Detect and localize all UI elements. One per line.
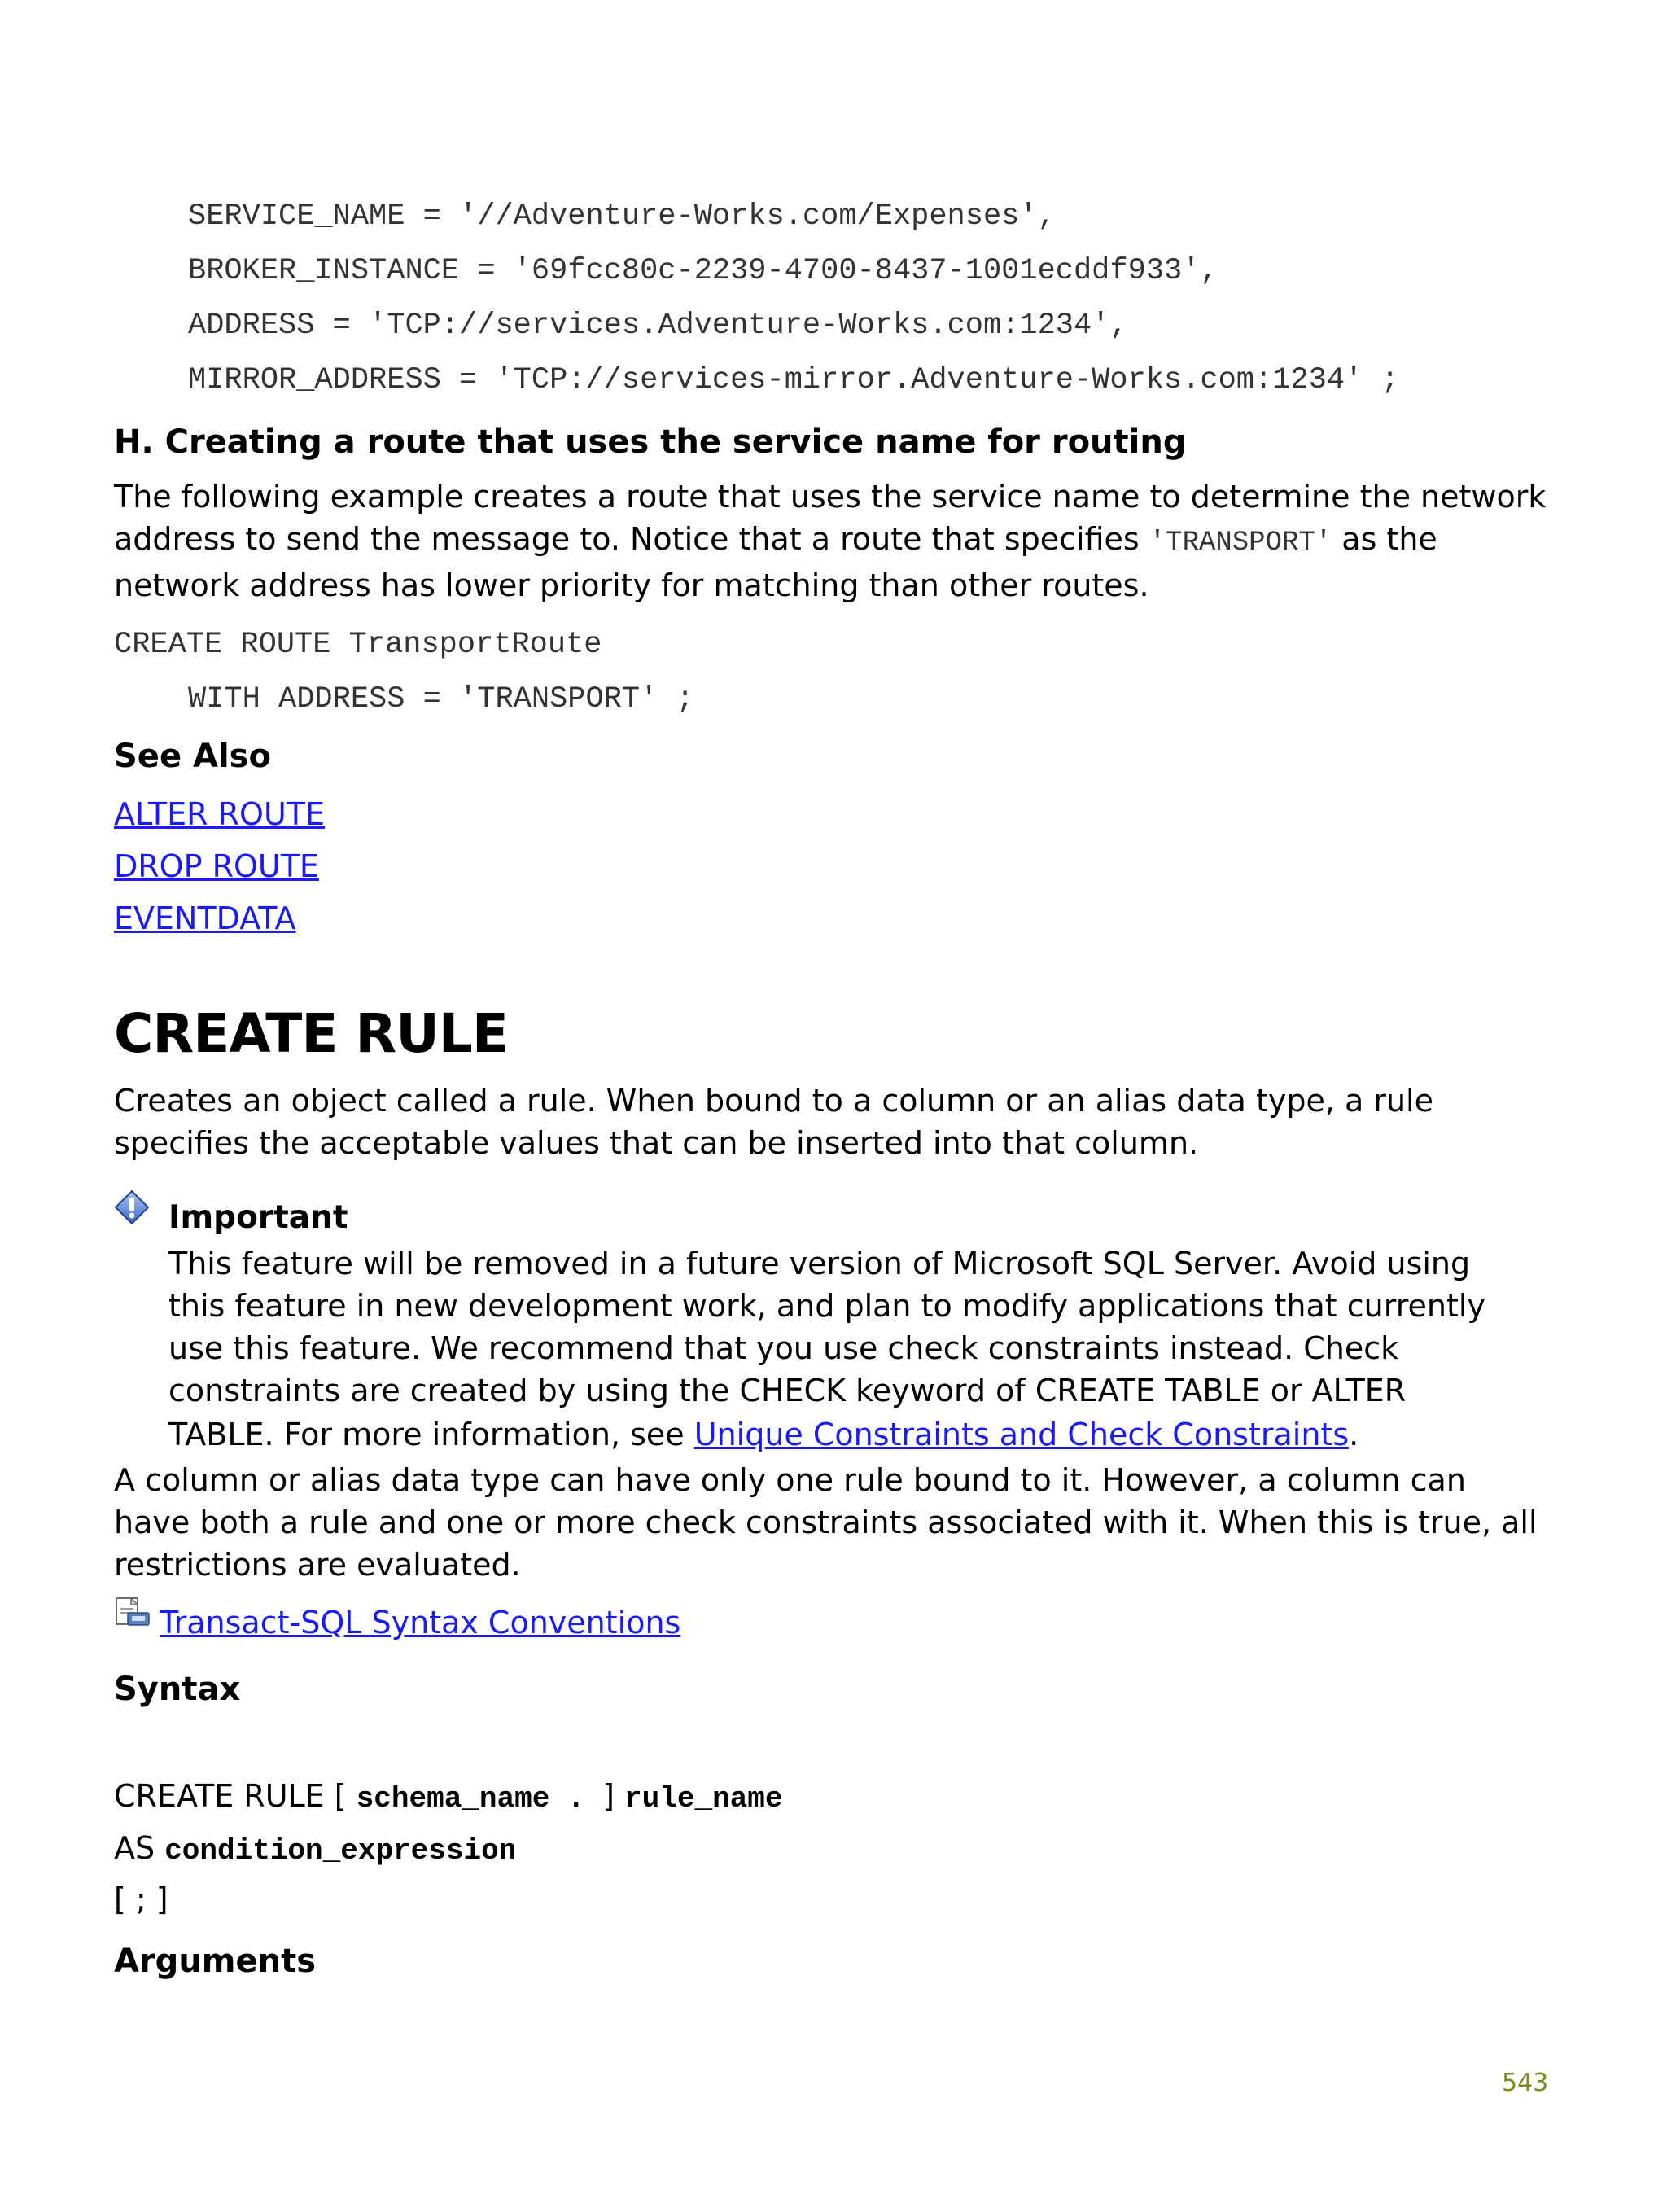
code-line-service-name: SERVICE_NAME = '//Adventure-Works.com/Expenses', — [188, 199, 1056, 234]
section-h-paragraph-text-2: as the network address has lower priority for matching than other routes. — [114, 521, 1437, 603]
link-alter-route[interactable]: ALTER ROUTE — [114, 796, 325, 832]
syntax-as: AS — [114, 1830, 165, 1866]
create-rule-intro: Creates an object called a rule. When bound to a column or an alias data type, a rule specifies the acceptable values that can be inserted into that column. — [114, 1083, 1433, 1161]
arguments-heading: Arguments — [114, 1943, 317, 1980]
code-with-address: WITH ADDRESS = 'TRANSPORT' ; — [188, 682, 694, 716]
code-create-route: CREATE ROUTE TransportRoute — [114, 628, 602, 662]
create-rule-paragraph-2: A column or alias data type can have only one rule bound to it. However, a column can have both a rule and one or more check constraints associated with it. When this is true, all restrictions are evaluated. — [114, 1462, 1538, 1583]
page-number: 543 — [1502, 2069, 1549, 2097]
link-unique-constraints[interactable]: Unique Constraints and Check Constraints — [693, 1417, 1350, 1452]
syntax-conventions-icon — [114, 1596, 151, 1628]
syntax-create-rule: CREATE RULE [ — [114, 1778, 357, 1814]
important-icon — [114, 1189, 150, 1225]
syntax-line-1 — [114, 1773, 782, 1822]
page-title: CREATE RULE — [114, 1002, 508, 1065]
syntax-line-3: [ ; ] — [114, 1881, 168, 1917]
link-transact-sql-syntax-conventions[interactable]: Transact-SQL Syntax Conventions — [160, 1605, 681, 1640]
important-note-period: . — [1349, 1417, 1359, 1452]
code-line-address: ADDRESS = 'TCP://services.Adventure-Works.com:1234', — [188, 309, 1128, 343]
link-eventdata[interactable]: EVENTDATA — [114, 900, 296, 936]
important-note-text — [168, 1242, 1512, 1457]
syntax-close-bracket: ] — [602, 1778, 625, 1814]
important-label: Important — [168, 1199, 348, 1236]
syntax-rule-name: rule_name — [624, 1782, 783, 1816]
code-line-mirror-address: MIRROR_ADDRESS = 'TCP://services-mirror.Adventure-Works.com:1234' ; — [188, 363, 1399, 397]
syntax-dot: . — [549, 1782, 603, 1816]
syntax-schema-name: schema_name — [356, 1782, 550, 1816]
important-note-body: This feature will be removed in a future version of Microsoft SQL Server. Avoid using this feature in new development work, and plan to modify applications that currently use this feature. We recommend that you use check constraints instead. Check constraints are created by using the CHECK keyword of CREATE TABLE or ALTER TABLE. For more information, see — [168, 1246, 1485, 1452]
transport-inline-code: 'TRANSPORT' — [1149, 528, 1332, 558]
see-also-heading: See Also — [114, 738, 271, 775]
section-h-heading: H. Creating a route that uses the service name for routing — [114, 423, 1187, 461]
link-drop-route[interactable]: DROP ROUTE — [114, 848, 319, 884]
syntax-condition-expression: condition_expression — [164, 1834, 517, 1868]
syntax-line-2 — [114, 1825, 516, 1874]
syntax-heading: Syntax — [114, 1671, 241, 1708]
code-line-broker-instance: BROKER_INSTANCE = '69fcc80c-2239-4700-8437-1001ecddf933', — [188, 254, 1219, 288]
section-h-paragraph-text-1: The following example creates a route that uses the service name to determine the network address to send the message to. Notice that a route that specifies — [114, 479, 1547, 557]
section-h-paragraph — [114, 475, 1547, 607]
